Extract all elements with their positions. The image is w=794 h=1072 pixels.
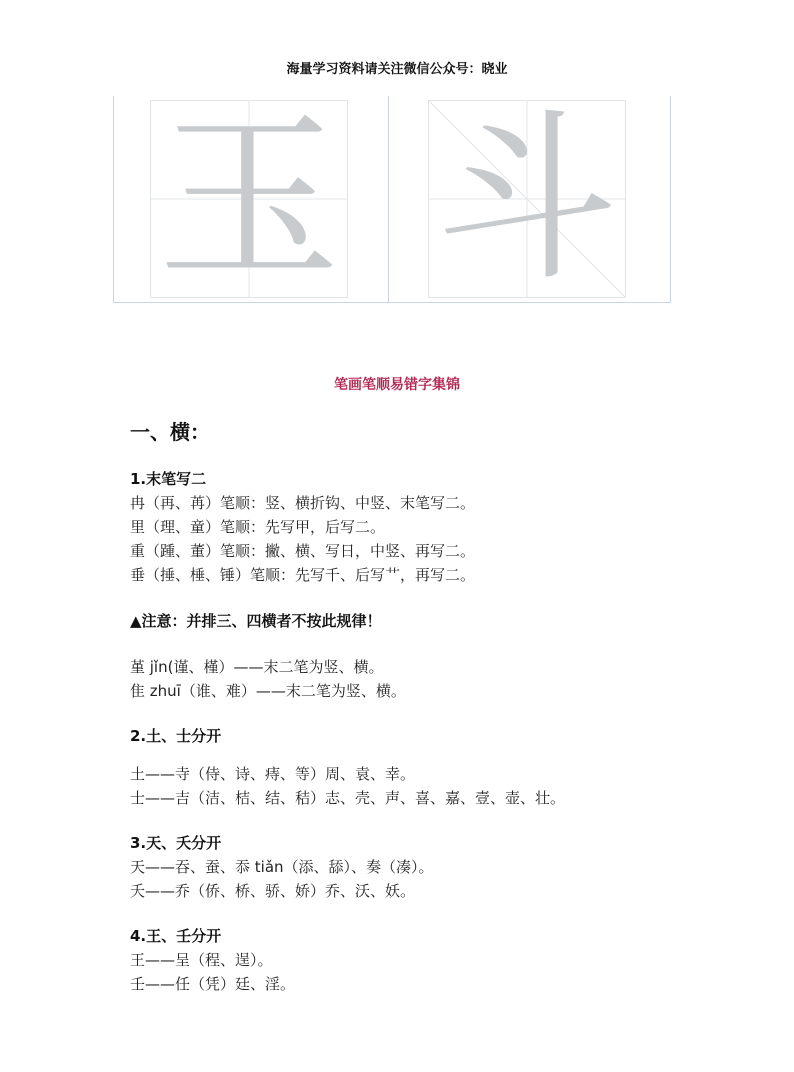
heading-horizontal-stroke: 一、横： (130, 420, 210, 444)
character-cell-right (428, 93, 626, 305)
character-cell-left (150, 93, 348, 305)
cell-divider (388, 96, 389, 302)
text-line: 里（理、童）笔顺：先写甲，后写二。 (130, 518, 386, 536)
note-text: ▲注意：并排三、四横者不按此规律！ (130, 612, 382, 630)
subheading-4: 4.王、壬分开 (130, 927, 222, 945)
character-yu: 玉 (158, 93, 340, 305)
section-title: 笔画笔顺易错字集锦 (334, 377, 460, 393)
page-header: 海量学习资料请关注微信公众号：晓业 (286, 62, 508, 77)
text-line: 天——吞、蚕、忝 tiǎn（添、舔）、奏（凑）。 (130, 858, 434, 876)
character-dou: 斗 (436, 93, 618, 305)
subheading-2: 2.土、士分开 (130, 727, 222, 745)
subheading-3: 3.天、夭分开 (130, 834, 222, 852)
exception-line: 堇 jǐn(谨、槿）——末二笔为竖、横。 (130, 658, 384, 676)
text-line: 土——寺（侍、诗、痔、等）周、袁、幸。 (130, 765, 416, 783)
text-line: 壬——任（凭）廷、淫。 (130, 975, 296, 993)
subheading-1: 1.末笔写二 (130, 470, 207, 488)
text-line: 垂（捶、棰、锤）笔顺：先写千、后写⺾，再写二。 (130, 566, 476, 584)
exception-line: 隹 zhuī（谁、难）——末二笔为竖、横。 (130, 682, 406, 700)
text-line: 士——吉（洁、桔、结、秸）志、壳、声、喜、嘉、壹、壶、壮。 (130, 789, 566, 807)
text-line: 王——呈（程、逞）。 (130, 951, 273, 969)
character-illustration (113, 93, 671, 305)
text-line: 重（踵、董）笔顺：撇、横、写日，中竖、再写二。 (130, 542, 476, 560)
text-line: 夭——乔（侨、桥、骄、娇）乔、沃、妖。 (130, 882, 416, 900)
document-body (130, 418, 770, 996)
text-line: 冉（再、苒）笔顺：竖、横折钩、中竖、末笔写二。 (130, 494, 476, 512)
